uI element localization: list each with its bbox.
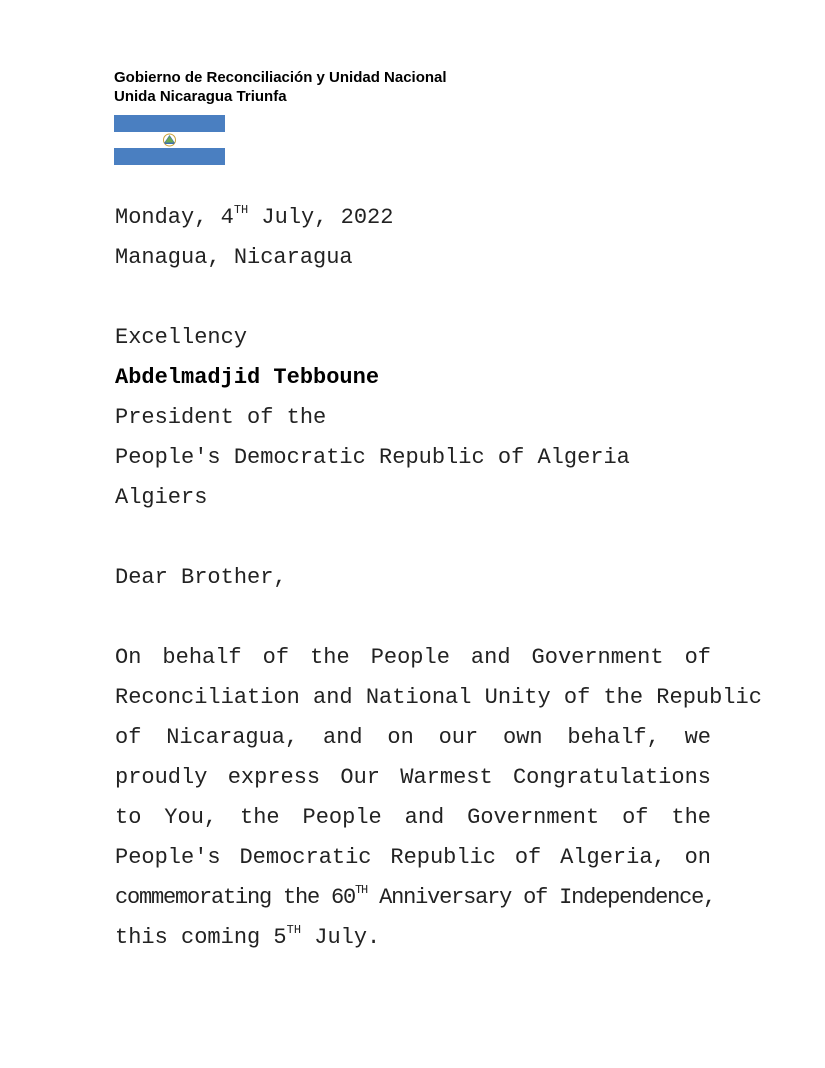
letter-place: Managua, Nicaragua xyxy=(115,245,353,270)
body-line-4: proudly express Our Warmest Congratulations xyxy=(115,765,711,790)
greeting: Dear Brother, xyxy=(115,565,287,590)
recipient-title: Excellency xyxy=(115,325,248,350)
letterhead xyxy=(114,68,447,106)
nicaragua-flag-icon xyxy=(114,115,225,165)
letter-date: Monday, 4TH July, 2022 xyxy=(115,203,394,230)
recipient-city: Algiers xyxy=(115,485,208,510)
body-line-3: of Nicaragua, and on our own behalf, we xyxy=(115,725,711,750)
body-line-7: commemorating the 60TH Anniversary of Independence, xyxy=(115,883,716,910)
letterhead-slogan: Unida Nicaragua Triunfa xyxy=(114,88,287,105)
body-line-1: On behalf of the People and Government of xyxy=(115,645,711,670)
body-line-5: to You, the People and Government of the xyxy=(115,805,711,830)
body-line-2: Reconciliation and National Unity of the Republic xyxy=(115,685,762,710)
body-line-8: this coming 5TH July. xyxy=(115,923,381,950)
body-line-6: People's Democratic Republic of Algeria, on xyxy=(115,845,711,870)
recipient-role-line1: President of the xyxy=(115,405,327,430)
recipient-role-line2: People's Democratic Republic of Algeria xyxy=(115,445,630,470)
letterhead-government-name: Gobierno de Reconciliación y Unidad Nacional xyxy=(114,69,447,86)
recipient-name: Abdelmadjid Tebboune xyxy=(115,365,380,390)
